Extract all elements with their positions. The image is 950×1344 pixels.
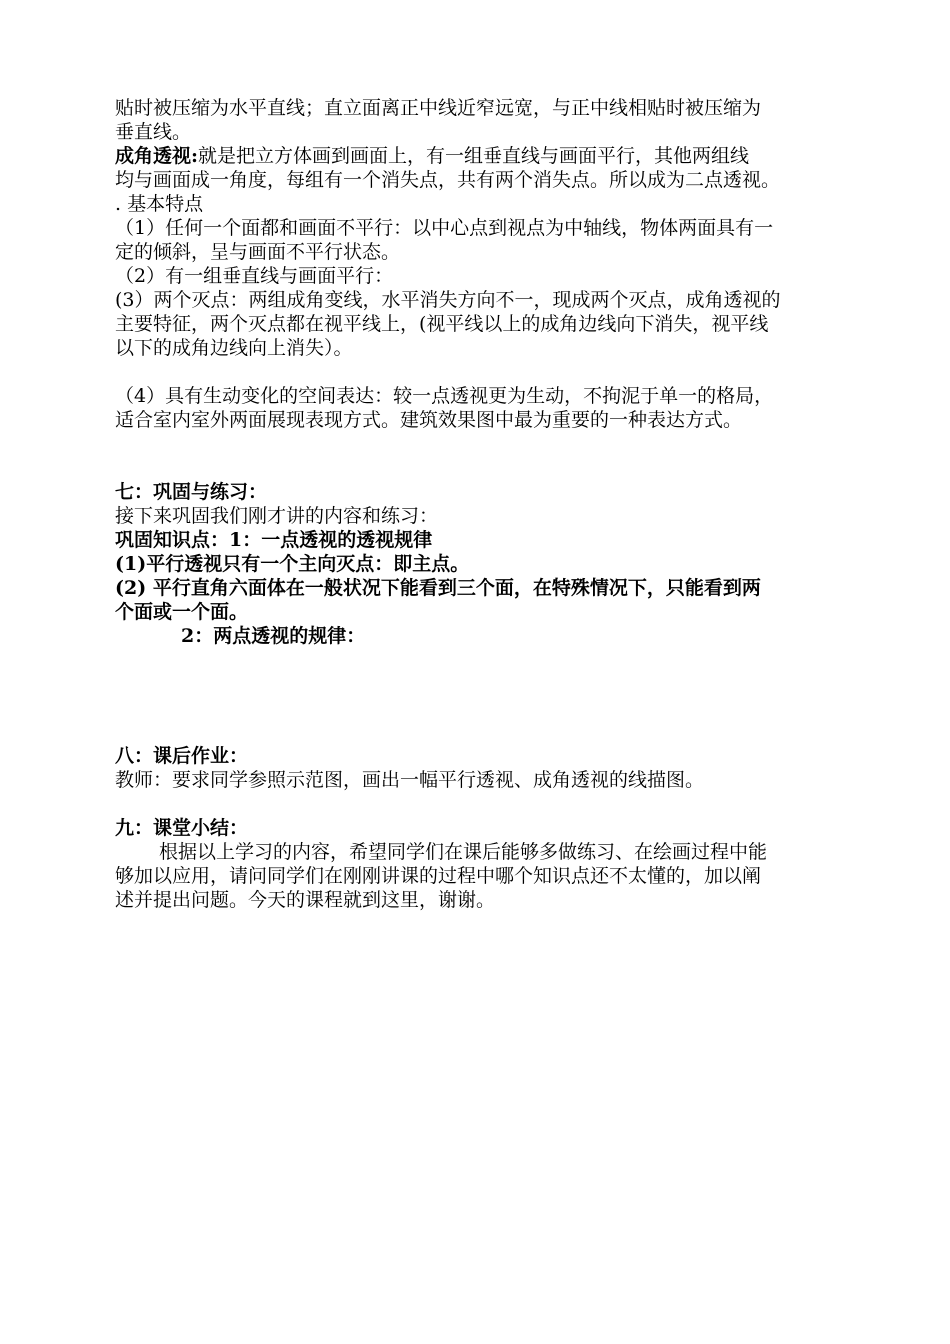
knowledge-point-2: 2：两点透视的规律： [181, 625, 366, 647]
section-9-heading: 九：课堂小结： [115, 817, 249, 839]
features-heading: . 基本特点 [115, 193, 204, 215]
document-page [115, 96, 860, 912]
feature-2: （2）有一组垂直线与画面平行： [115, 265, 394, 287]
summary-line-1: 根据以上学习的内容，希望同学们在课后能够多做练习、在绘画过程中能 [159, 841, 768, 863]
feature-4-line-1: （4）具有生动变化的空间表达：较一点透视更为生动，不拘泥于单一的格局， [115, 385, 774, 407]
section-7-intro: 接下来巩固我们刚才讲的内容和练习： [115, 505, 439, 527]
angular-definition-text: 就是把立方体画到画面上，有一组垂直线与画面平行，其他两组线 [198, 145, 750, 167]
feature-4-line-2: 适合室内室外两面展现表现方式。建筑效果图中最为重要的一种表达方式。 [115, 409, 743, 431]
feature-3-line-2: 主要特征，两个灭点都在视平线上，(视平线以上的成角边线向下消失，视平线 [115, 313, 769, 335]
spacer [115, 432, 860, 480]
angular-definition-line-2: 均与画面成一角度，每组有一个消失点，共有两个消失点。所以成为二点透视。 [115, 169, 781, 191]
angular-term: 成角透视: [115, 145, 199, 167]
spacer [115, 360, 860, 384]
rule-2-line-1: (2) 平行直角六面体在一般状况下能看到三个面，在特殊情况下，只能看到两 [115, 577, 761, 599]
angular-definition-line-1 [115, 144, 860, 168]
knowledge-point-1: 巩固知识点：1：一点透视的透视规律 [115, 529, 433, 551]
rule-1: (1)平行透视只有一个主向灭点：即主点。 [115, 553, 470, 575]
intro-line-1: 贴时被压缩为水平直线；直立面离正中线近窄远宽，与正中线相贴时被压缩为 [115, 97, 762, 119]
feature-1-line-1: （1）任何一个面都和画面不平行：以中心点到视点为中轴线，物体两面具有一 [115, 217, 774, 239]
feature-1-line-2: 定的倾斜，呈与画面不平行状态。 [115, 241, 401, 263]
spacer [115, 648, 860, 744]
feature-3-line-3: 以下的成角边线向上消失）。 [115, 337, 353, 359]
feature-3-line-1: (3）两个灭点：两组成角变线，水平消失方向不一，现成两个灭点，成角透视的 [115, 289, 781, 311]
section-7-heading: 七：巩固与练习： [115, 481, 268, 503]
section-8-text: 教师：要求同学参照示范图，画出一幅平行透视、成角透视的线描图。 [115, 769, 705, 791]
intro-line-2: 垂直线。 [115, 121, 192, 143]
summary-line-2: 够加以应用，请问同学们在刚刚讲课的过程中哪个知识点还不太懂的，加以阐 [115, 865, 762, 887]
summary-line-3: 述并提出问题。今天的课程就到这里，谢谢。 [115, 889, 496, 911]
rule-2-line-2: 个面或一个面。 [115, 601, 249, 623]
spacer [115, 792, 860, 816]
section-8-heading: 八：课后作业： [115, 745, 249, 767]
